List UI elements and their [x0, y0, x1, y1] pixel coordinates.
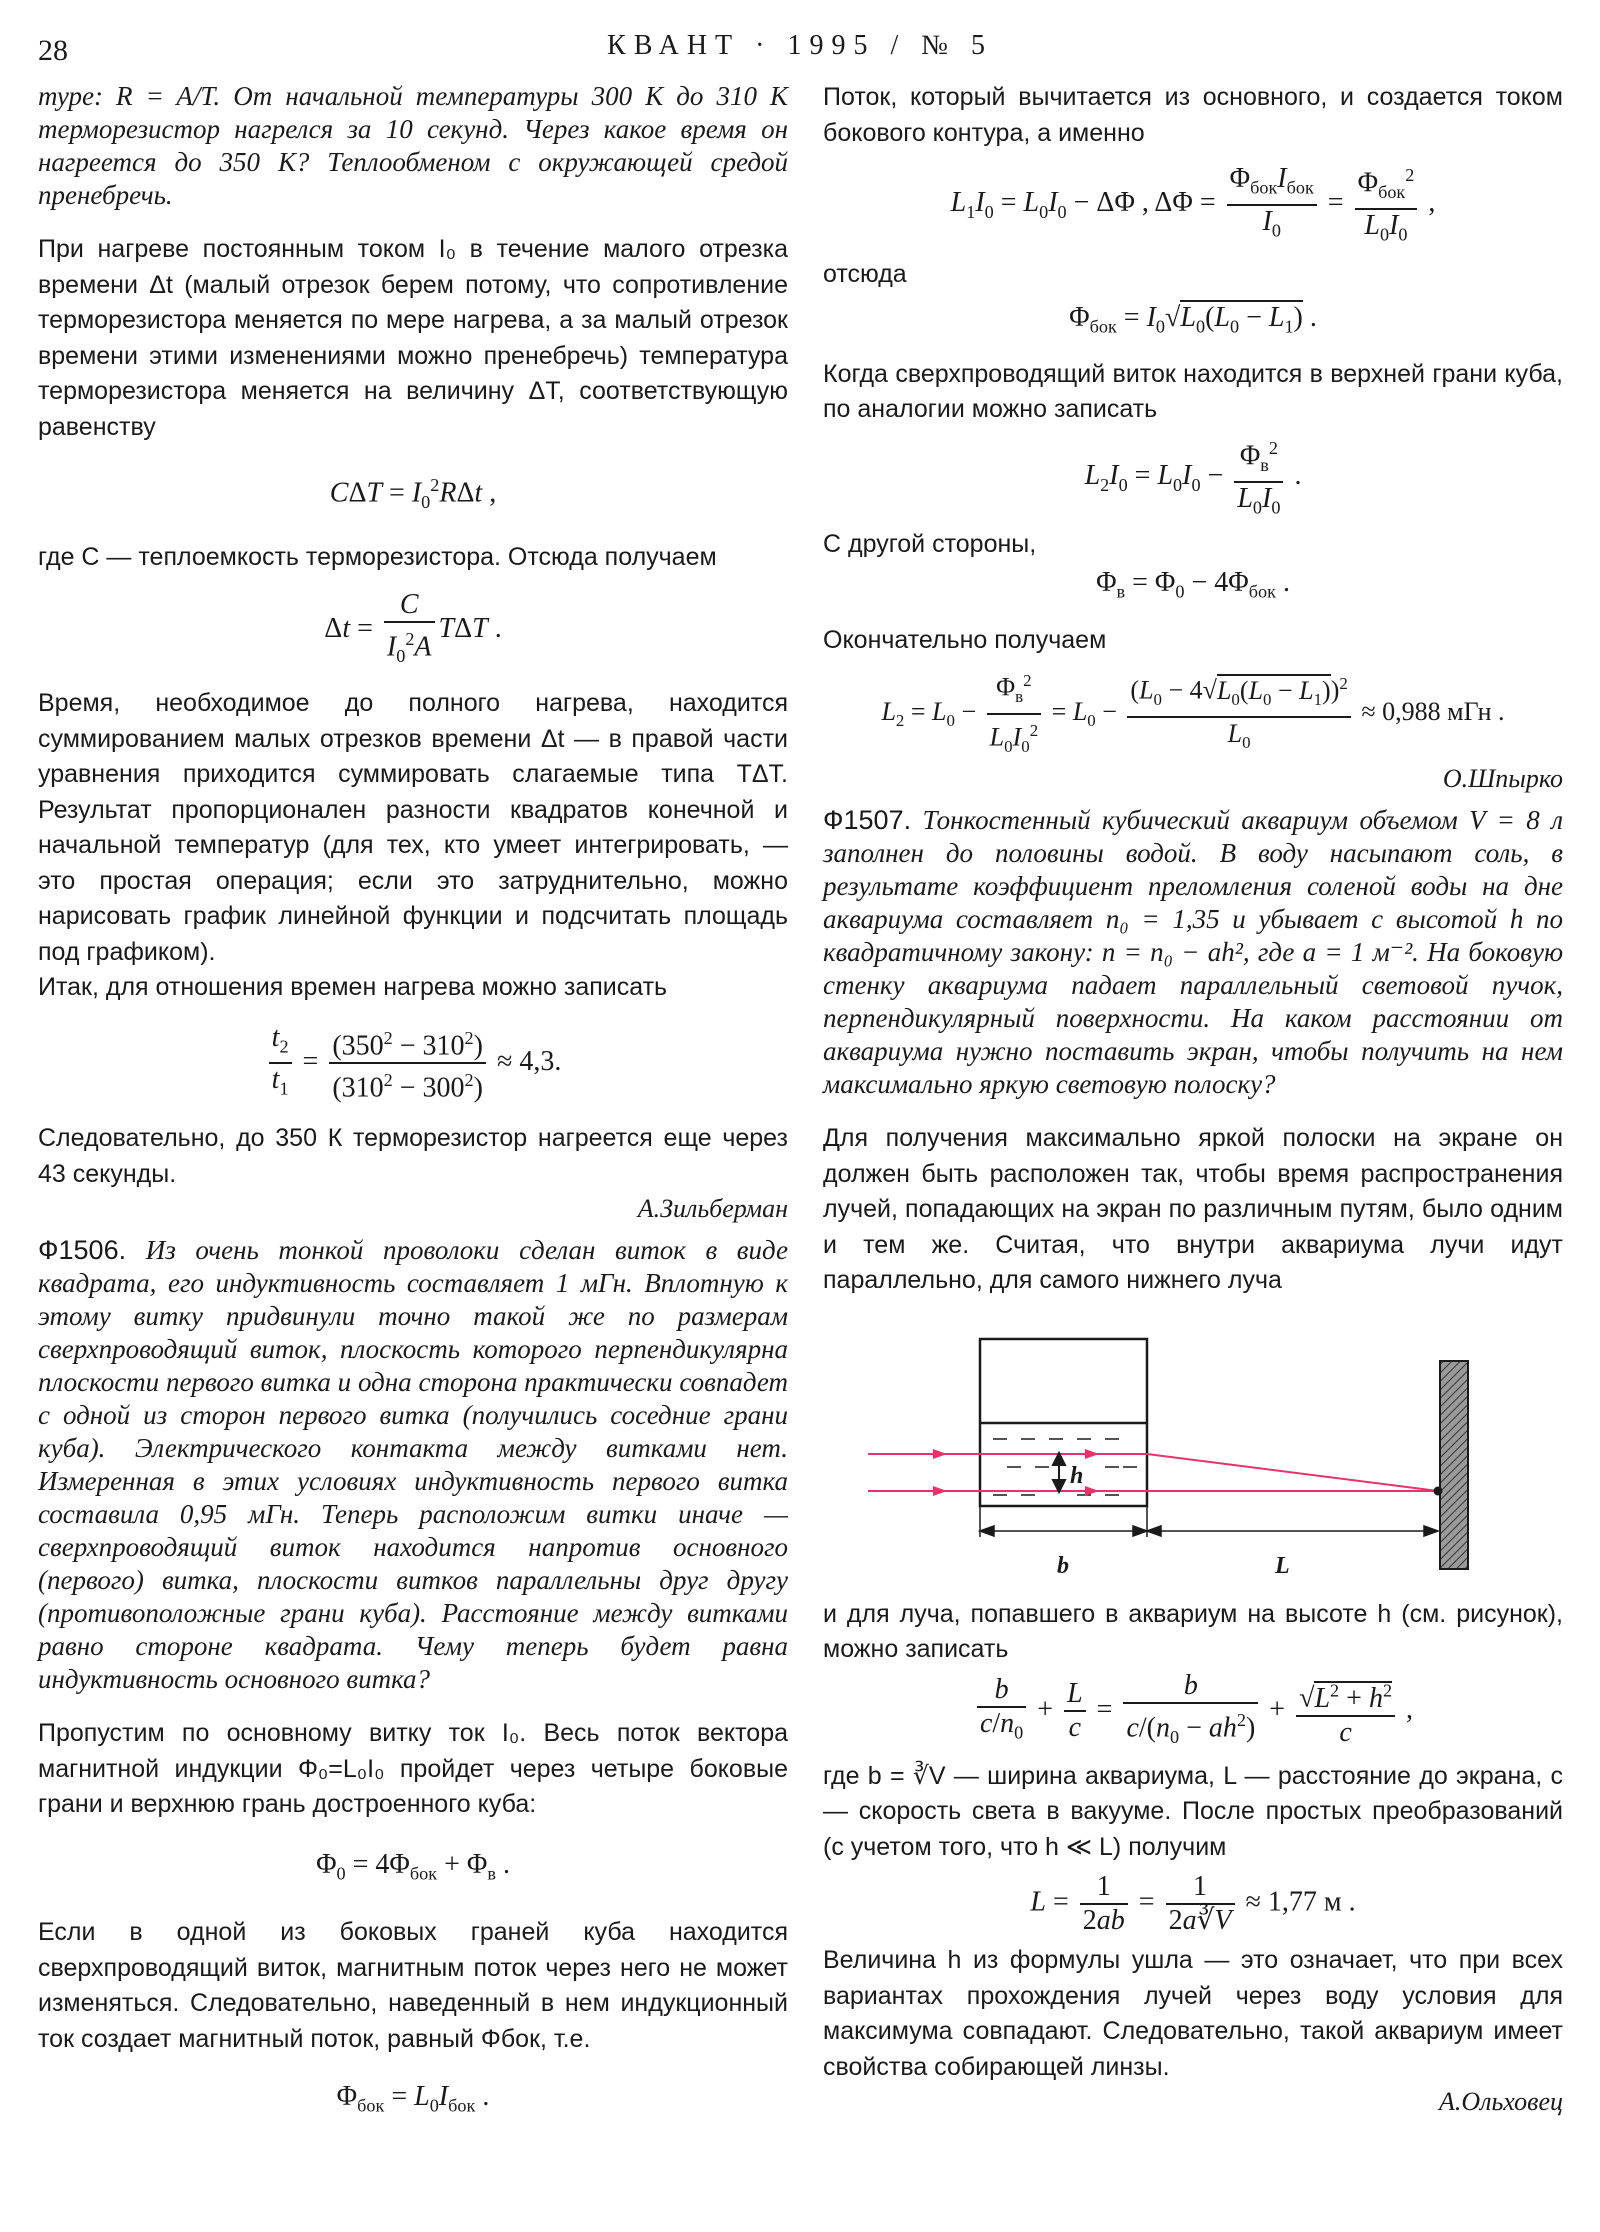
paragraph: Поток, который вычитается из основного, и создается током бокового контура, а именно — [823, 83, 1563, 147]
formula-l2: $L_2I_0 = L_0I_0$ − $\frac{\Phi_в^2}{L_0I_0}$ . — [823, 432, 1563, 524]
height-label: h — [1070, 1462, 1084, 1489]
light-rays — [868, 1449, 1438, 1496]
author-signature: А.Зильберман — [637, 1194, 788, 1224]
formula-equal-time: $\frac{b}{c/n_0}$ + $\frac{L}{c}$ = $\frac{b}{c/(n_0 - ah^2)}$ + $\frac{√L^2 + h^2}{c}$ , — [823, 1670, 1563, 1753]
paragraph: Когда сверхпроводящий виток находится в верхней грани куба, по аналогии можно записать — [823, 359, 1563, 424]
paragraph: и для луча, попавшего в аквариум на высоте h (см. рисунок), можно записать — [823, 1599, 1563, 1664]
paragraph: С другой стороны, — [823, 530, 1037, 559]
formula-phi-side: $\Phi_{бок} = L_0I_{бок}$ . — [336, 2081, 490, 2116]
formula-dt: Δt = $\frac{C}{I_0^2A}$ TΔT . — [324, 589, 502, 667]
formula-phi-side-result: $\Phi_{бок} = I_0√L_0(L_0 - L_1)$ . — [1069, 302, 1317, 337]
problem-1505-continuation: туре: R = A/T. От начальной температуры 300 К до 310 К терморезистор нагрелся за 10 секунд. Через какое время он нагреется до 350 К? Теплообменом с окружающей средой пренебречь. — [38, 81, 788, 210]
formula-distance: L = $\frac{1}{2ab}$ = $\frac{1}{2a∛V}$ ≈ 1,77 м . — [1030, 1871, 1356, 1937]
width-label: b — [1057, 1552, 1069, 1579]
formula-phi-top: $\Phi_в = \Phi_0 - 4\Phi_{бок}$ . — [1096, 566, 1290, 602]
right-column — [823, 80, 1563, 2119]
water-dashes — [993, 1439, 1137, 1495]
paragraph: Если в одной из боковых граней куба находится сверхпроводящий виток, магнитным поток через него не может изменяться. Следовательно, наведенный в нем индукционный ток создает магнитный поток, равный Φбок, т.е. — [38, 1918, 788, 2053]
problem-1506 — [38, 1234, 788, 1696]
formula-l2-final: $L_2 = L_0$ − $\frac{\Phi_в^2}{L_0I_0^2}$ = $L_0$ − $\frac{(L_0 - 4√L_0(L_0 - L_1))^2}{L_0}$ ≈ 0,988 мГн . — [823, 665, 1563, 763]
left-column — [38, 80, 788, 2126]
author-signature: А.Ольховец — [1438, 2087, 1563, 2117]
distance-label: L — [1275, 1552, 1290, 1579]
formula-phi0: $\Phi_0 = 4\Phi_{бок} + \Phi_в$ . — [316, 1848, 510, 1884]
paragraph: При нагреве постоянным током I₀ в течение малого отрезка времени Δt (малый отрезок берем потому, что сопротивление терморезистора меняется по мере нагрева, а за малый отрезок времени этими изменениями можно пренебречь) температура терморезистора меняется на величину ΔT, соответствующую равенству — [38, 235, 788, 441]
paragraph: где C — теплоемкость терморезистора. Отсюда получаем — [38, 542, 717, 571]
paragraph: Окончательно получаем — [823, 626, 1107, 655]
paragraph: где b = ∛V — ширина аквариума, L — расстояние до экрана, c — скорость света в вакууме. После простых преобразований (с учетом того, что h ≪ L) получим — [823, 1761, 1563, 1861]
paragraph: Итак, для отношения времен нагрева можно записать — [38, 973, 668, 1002]
formula-heat-balance: $C\Delta T = I_0^2R\Delta t$ , — [329, 475, 497, 512]
aquarium-diagram — [823, 1319, 1563, 1589]
result-value: ≈ 0,988 мГн . — [1361, 696, 1505, 726]
page-number: 28 — [38, 34, 68, 67]
final-value: ≈ 1,77 м . — [1245, 1886, 1356, 1918]
paragraph: Следовательно, до 350 К терморезистор нагреется еще через 43 секунды. — [38, 1124, 788, 1188]
paragraph: Время, необходимое до полного нагрева, находится суммированием малых отрезков времени Δt — в правой части уравнения приходится суммировать слагаемые типа TΔT. Результат пропорционален разности квадратов конечной и начальной температур (для тех, кто умеет интегрировать, — это простая операция; если это затруднительно, можно нарисовать график линейной функции и подсчитать площадь под графиком). — [38, 689, 788, 966]
focus-point — [1434, 1486, 1443, 1495]
problem-statement: Тонкостенный кубический аквариум объемом V = 8 л заполнен до половины водой. В воду насыпают соль, в результате коэффициент преломления соленой воды на дне аквариума составляет n₀ = 1,35 и убывает с высотой h по квадратичному закону: n = n₀ − ah², где a = 1 м⁻². На боковую стенку аквариума падает параллельный световой пучок, перпендикулярный поверхности. На каком расстоянии от аквариума нужно поставить экран, чтобы получить на нем максимально яркую световую полоску? — [823, 805, 1563, 1100]
paragraph: Величина h из формулы ушла — это означает, что при всех вариантах прохождения лучей через воду условия для максимума совпадают. Следовательно, такой аквариум имеет свойства собирающей линзы. — [823, 1946, 1563, 2081]
height-arrow — [1053, 1453, 1065, 1492]
paragraph: отсюда — [823, 259, 907, 288]
formula-time-ratio: $\frac{t_2}{t_1}$ = $\frac{(350^2 - 310^2)}{(310^2 - 300^2)}$ ≈ 4,3. — [38, 1022, 788, 1105]
problem-1507 — [823, 804, 1563, 1101]
formula-l1: $L_1I_0 = L_0I_0 - \Delta\Phi$ , ΔΦ = $\frac{\Phi_{бок}I_{бок}}{I_0}$ = $\frac{\Phi_{бок}^2}{L_0I_0}$ , — [823, 159, 1563, 251]
paragraph: Пропустим по основному витку ток I₀. Весь поток вектора магнитной индукции Φ₀=L₀I₀ пройдет через четыре боковые грани и верхнюю грань достроенного куба: — [38, 1719, 788, 1819]
dimension-lines — [980, 1506, 1438, 1537]
problem-statement: Из очень тонкой проволоки сделан виток в виде квадрата, его индуктивность составляет 1 мГн. Вплотную к этому витку придвинули точно такой же по размерам сверхпроводящий виток, плоскость которого перпендикулярна плоскости первого витка и одна сторона практически совпадет с одной из сторон первого витка (получились соседние грани куба). Электрического контакта между витками нет. Измеренная в этих условиях индуктивность первого витка составила 0,95 мГн. Теперь расположим витки иначе — сверхпроводящий виток находится напротив основного (первого) витка, плоскости витков параллельны друг другу (противоположные грани куба). Расстояние между витками равно стороне квадрата. Чему теперь будет равна индуктивность основного витка? — [38, 1235, 789, 1695]
screen — [1440, 1361, 1468, 1569]
running-title: КВАНТ · 1995 / № 5 — [607, 30, 993, 61]
problem-number: Ф1507. — [823, 805, 912, 836]
problem-number: Ф1506. — [38, 1235, 127, 1266]
paragraph: Для получения максимально яркой полоски на экране он должен быть расположен так, чтобы время распространения лучей, попадающих на экран по различным путям, было одним и тем же. Считая, что внутри аквариума лучи идут параллельно, для самого нижнего луча — [823, 1124, 1563, 1295]
author-signature: О.Шпырко — [1442, 764, 1563, 794]
